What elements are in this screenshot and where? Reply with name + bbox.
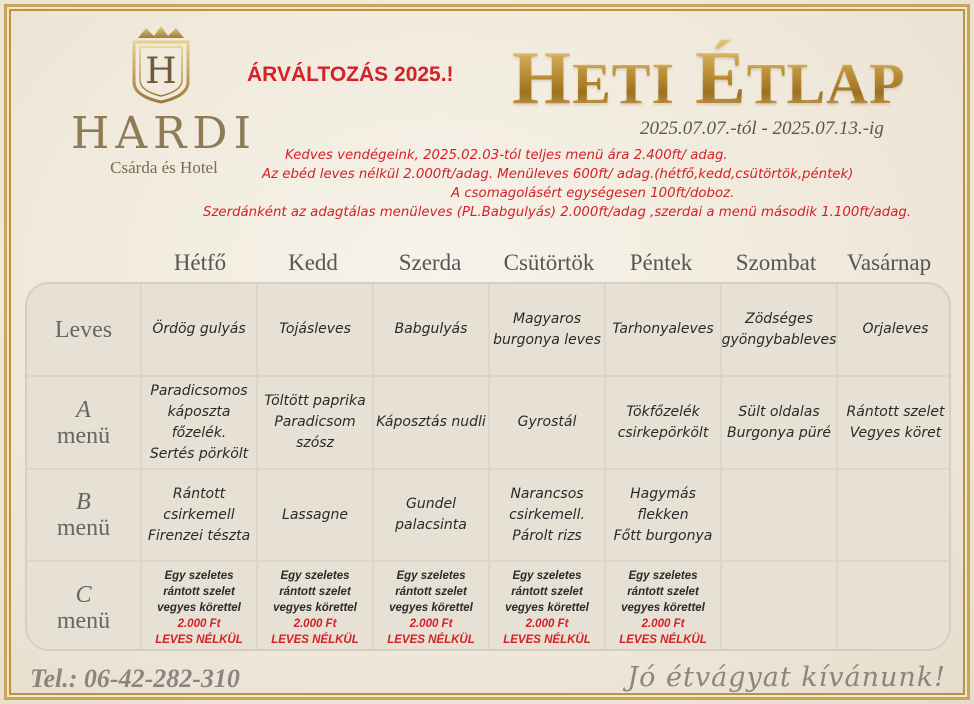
- closing-greeting: Jó étvágyat kívánunk!: [627, 662, 946, 693]
- dish-line: Magyaros: [512, 310, 581, 327]
- menu-cell-a-menu: [258, 377, 372, 468]
- notice-block: [195, 146, 955, 222]
- dish-line: Egy szeletes: [164, 569, 234, 582]
- dish-line: Ördög gulyás: [152, 321, 246, 337]
- c-menu-price: 2.000 Ft: [641, 617, 685, 630]
- row-label-letter: C: [75, 581, 92, 608]
- dish-line: Narancsos: [510, 485, 584, 502]
- day-header: Kedd: [288, 250, 338, 275]
- dish-line: Vegyes köret: [849, 424, 942, 441]
- dish-line: Gyrostál: [517, 414, 577, 430]
- menu-cell-b-menu: [838, 470, 951, 560]
- row-label-leves: [27, 284, 140, 375]
- dish-line: Tojásleves: [279, 321, 351, 337]
- menu-cell-c-menu: [722, 562, 836, 651]
- menu-cell-c-menu: [142, 562, 256, 651]
- dish-line: rántott szelet: [163, 585, 235, 598]
- dish-line: Egy szeletes: [628, 569, 698, 582]
- menu-cell-c-menu: [606, 562, 720, 651]
- menu-cell-c-menu: [258, 562, 372, 651]
- title-h1-rest: ETI: [572, 51, 676, 116]
- dish-line: Hagymás: [630, 485, 696, 502]
- dish-line: Főtt burgonya: [613, 527, 713, 544]
- menu-cell-c-menu: [374, 562, 488, 651]
- dish-line: rántott szelet: [279, 585, 351, 598]
- menu-cell-b-menu: [374, 470, 488, 560]
- notice-line: Az ebéd leves nélkül 2.000ft/adag. Menüleves 600ft/ adag.(hétfő,kedd,csütörtök,péntek): [262, 167, 854, 182]
- dish-line: csirkemell.: [509, 506, 585, 523]
- dish-line: rántott szelet: [627, 585, 699, 598]
- dish-line: Orjaleves: [862, 321, 929, 337]
- phone-number: Tel.: 06-42-282-310: [30, 664, 240, 693]
- dish-line: Paradicsomos: [150, 382, 248, 399]
- dish-line: vegyes körettel: [157, 601, 241, 614]
- page-title: [512, 36, 906, 120]
- day-header: Péntek: [629, 250, 693, 275]
- dish-line: Egy szeletes: [280, 569, 350, 582]
- menu-cell-leves: [490, 284, 604, 375]
- menu-cell-leves: [142, 284, 256, 375]
- dish-line: Töltött paprika: [264, 393, 366, 409]
- row-label-b: [27, 470, 140, 560]
- menu-cell-a-menu: [606, 377, 720, 468]
- c-menu-note: LEVES NÉLKÜL: [155, 633, 243, 646]
- menu-cell-a-menu: [142, 377, 256, 468]
- row-label-letter: B: [76, 489, 91, 515]
- dish-line: Babgulyás: [394, 321, 468, 337]
- menu-cell-b-menu: [722, 470, 836, 560]
- dish-line: Rántott szelet: [846, 403, 945, 420]
- day-header: Szombat: [735, 250, 817, 275]
- dish-line: vegyes körettel: [505, 601, 589, 614]
- menu-cell-b-menu: [142, 470, 256, 560]
- dish-line: Paradicsom: [274, 414, 356, 430]
- menu-grid: [25, 282, 951, 651]
- row-label-letter: A: [76, 396, 91, 423]
- dish-line: gyöngybableves: [721, 331, 837, 348]
- menu-cell-a-menu: [490, 377, 604, 468]
- svg-text:H: H: [145, 51, 177, 92]
- c-menu-price: 2.000 Ft: [409, 617, 453, 630]
- row-label-c: [27, 562, 140, 651]
- dish-line: vegyes körettel: [273, 601, 357, 614]
- dish-line: Sült oldalas: [738, 403, 820, 420]
- row-label-text: menü: [56, 607, 111, 634]
- menu-cell-leves: [722, 284, 836, 375]
- dish-line: Egy szeletes: [512, 569, 582, 582]
- row-label-text: menü: [56, 422, 111, 449]
- notice-line: Kedves vendégeink, 2025.02.03-tól teljes menü ára 2.400ft/ adag.: [285, 148, 728, 163]
- day-headers: [0, 250, 974, 280]
- c-menu-price: 2.000 Ft: [293, 617, 337, 630]
- dish-line: Káposztás nudli: [376, 414, 486, 430]
- day-header: Csütörtök: [503, 250, 595, 275]
- row-label-text: menü: [56, 515, 111, 541]
- notice-line: Szerdánként az adagtálas menüleves (PL.Babgulyás) 2.000ft/adag ,szerdai a menü második 1.100ft/adag.: [203, 205, 912, 220]
- dish-line: burgonya leves: [493, 331, 601, 348]
- day-header: Hétfő: [173, 250, 227, 275]
- row-label-a: [27, 377, 140, 468]
- c-menu-price: 2.000 Ft: [525, 617, 569, 630]
- row-label-text: Leves: [54, 316, 113, 343]
- hardi-logo: [62, 20, 262, 177]
- crest-icon: [126, 26, 196, 104]
- dish-line: rántott szelet: [511, 585, 583, 598]
- title-h2: É: [695, 36, 747, 120]
- c-menu-price: 2.000 Ft: [177, 617, 221, 630]
- dish-line: Tarhonyaleves: [612, 321, 714, 337]
- dish-line: flekken: [637, 506, 689, 523]
- menu-cell-leves: [606, 284, 720, 375]
- dish-line: vegyes körettel: [621, 601, 705, 614]
- menu-cell-leves: [258, 284, 372, 375]
- day-header: Vasárnap: [846, 250, 932, 275]
- dish-line: csirkepörkölt: [617, 424, 709, 441]
- menu-cell-a-menu: [374, 377, 488, 468]
- dish-line: Rántott: [172, 485, 226, 502]
- menu-cell-b-menu: [606, 470, 720, 560]
- menu-cell-b-menu: [490, 470, 604, 560]
- dish-line: rántott szelet: [395, 585, 467, 598]
- dish-line: Gundel: [406, 496, 456, 512]
- dish-line: vegyes körettel: [389, 601, 473, 614]
- notice-line: A csomagolásért egységesen 100ft/doboz.: [451, 186, 735, 201]
- c-menu-note: LEVES NÉLKÜL: [271, 633, 359, 646]
- logo-subtitle: Csárda és Hotel: [110, 158, 218, 177]
- menu-cell-a-menu: [838, 377, 951, 468]
- menu-cell-leves: [374, 284, 488, 375]
- menu-cell-c-menu: [490, 562, 604, 651]
- menu-cell-b-menu: [258, 470, 372, 560]
- logo-name: HARDI: [71, 108, 257, 159]
- dish-line: palacsinta: [395, 517, 467, 533]
- c-menu-note: LEVES NÉLKÜL: [387, 633, 475, 646]
- dish-line: Párolt rizs: [512, 527, 582, 544]
- c-menu-note: LEVES NÉLKÜL: [503, 633, 591, 646]
- price-change-banner: ÁRVÁLTOZÁS 2025.!: [247, 63, 454, 86]
- dish-line: Lassagne: [282, 506, 348, 523]
- dish-line: csirkemell: [163, 506, 235, 523]
- dish-line: káposzta főzelék.: [167, 403, 231, 441]
- dish-line: Tökfőzelék: [626, 403, 700, 420]
- dish-line: Egy szeletes: [396, 569, 466, 582]
- menu-cell-leves: [838, 284, 951, 375]
- dish-line: Firenzei tészta: [147, 527, 251, 544]
- menu-cell-c-menu: [838, 562, 951, 651]
- dish-line: Zödséges: [745, 310, 813, 327]
- menu-cell-a-menu: [722, 377, 836, 468]
- dish-line: Sertés pörkölt: [149, 445, 249, 462]
- dish-line: szósz: [296, 435, 334, 451]
- dish-line: Burgonya püré: [726, 424, 831, 441]
- c-menu-note: LEVES NÉLKÜL: [619, 633, 707, 646]
- date-range: 2025.07.07.-tól - 2025.07.13.-ig: [640, 118, 884, 139]
- title-h1: H: [512, 36, 573, 120]
- day-header: Szerda: [398, 250, 462, 275]
- title-h2-rest: TLAP: [746, 51, 906, 116]
